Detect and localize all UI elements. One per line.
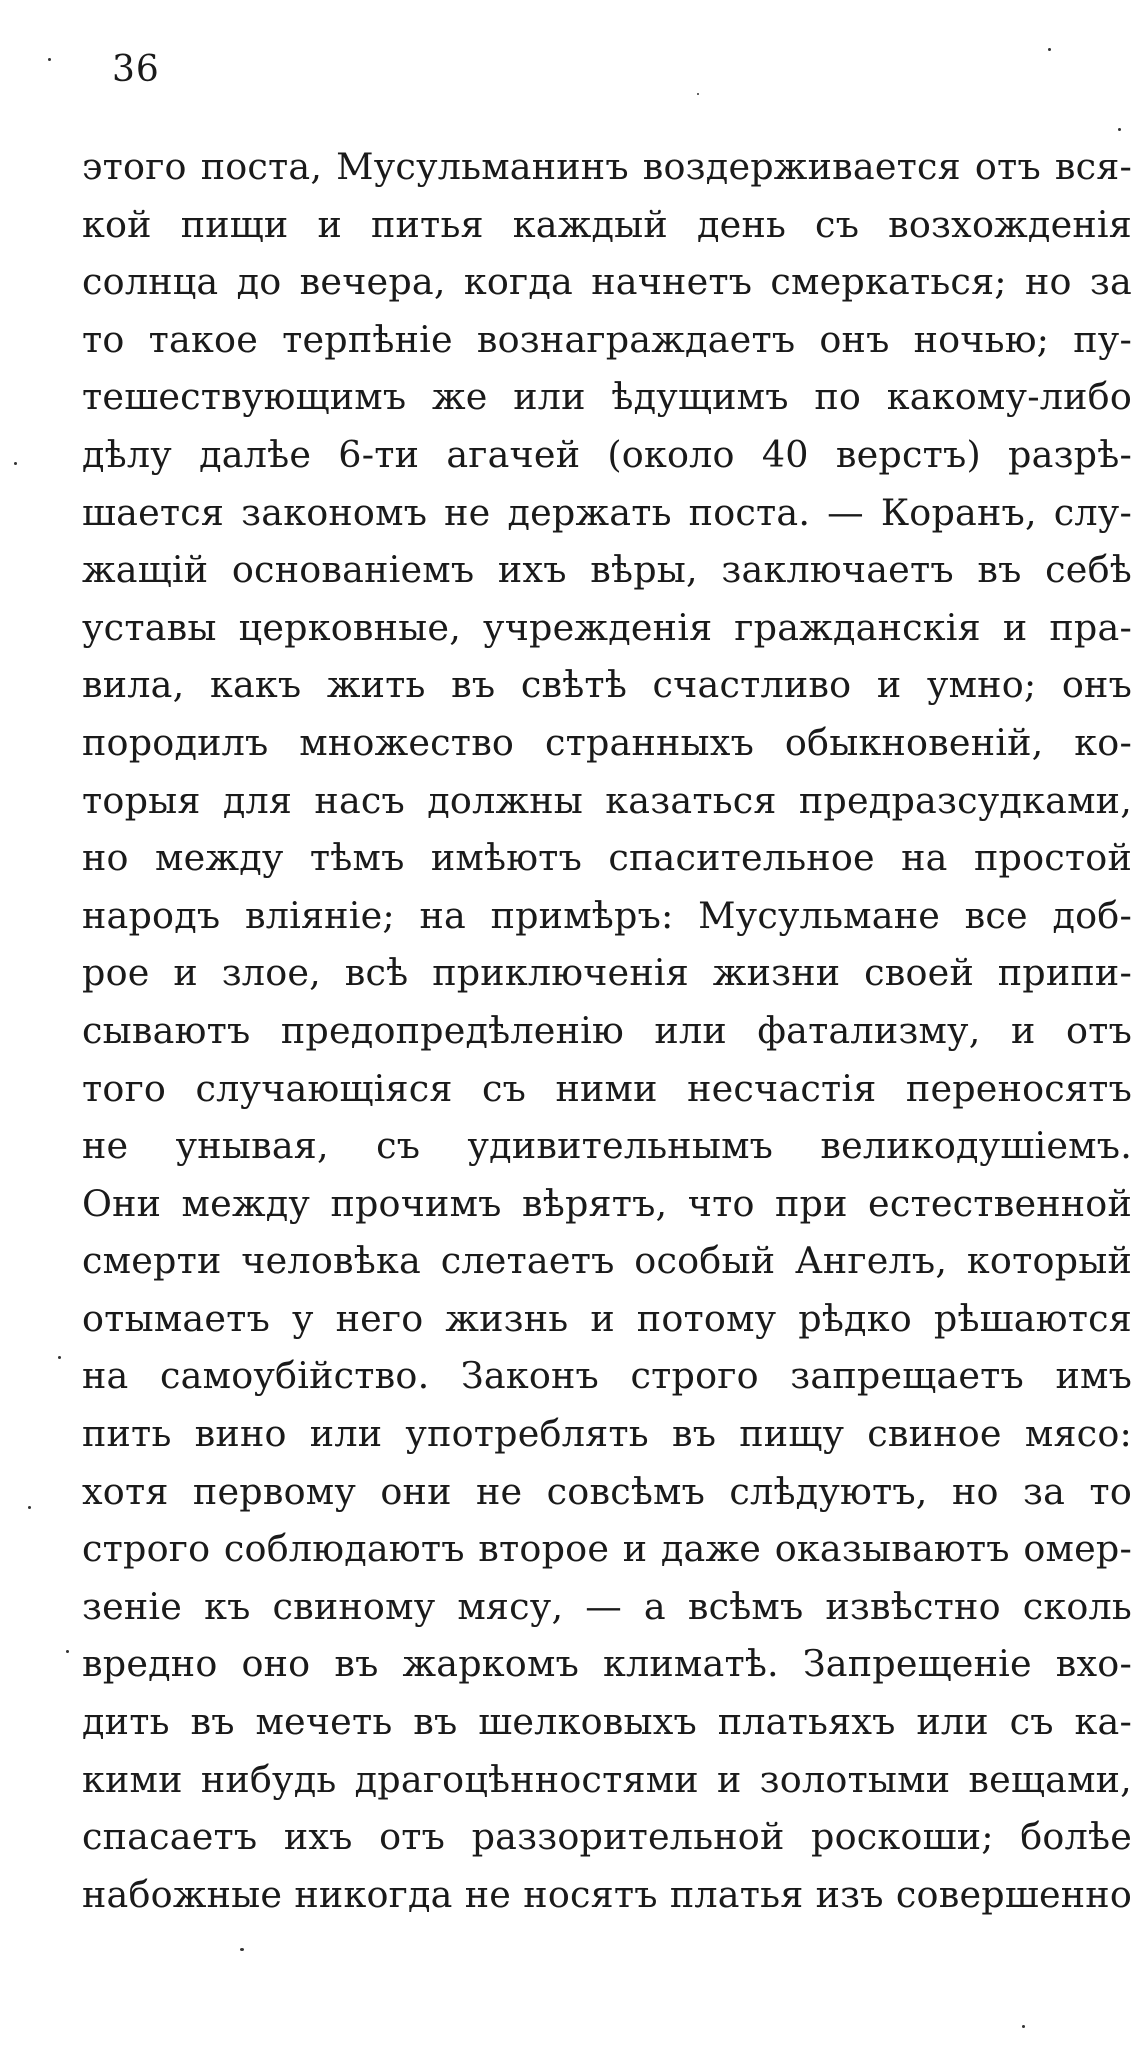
text-line: хотя первому они не совсѣмъ слѣдуютъ, но за то bbox=[82, 1469, 1132, 1513]
text-line: жащій основаніемъ ихъ вѣры, заключаетъ въ себѣ bbox=[82, 548, 1132, 592]
text-line: торыя для насъ должны казаться предразсудками, bbox=[82, 778, 1132, 822]
scan-speck bbox=[66, 1650, 69, 1653]
scan-speck bbox=[1118, 128, 1121, 131]
text-line: солнца до вечера, когда начнетъ смеркаться; но за bbox=[82, 260, 1132, 304]
text-line: спасаетъ ихъ отъ раззорительной роскоши; болѣе bbox=[82, 1815, 1132, 1859]
text-line: Они между прочимъ вѣрятъ, что при естественной bbox=[82, 1181, 1132, 1225]
text-line: шается закономъ не держать поста. — Коранъ, слу- bbox=[82, 490, 1132, 534]
body-text bbox=[82, 138, 1132, 1923]
text-line: сываютъ предопредѣленію или фатализму, и отъ bbox=[82, 1008, 1132, 1052]
text-line: вредно оно въ жаркомъ климатѣ. Запрещеніе вхо- bbox=[82, 1642, 1132, 1686]
text-line: вила, какъ жить въ свѣтѣ счастливо и умно; онъ bbox=[82, 663, 1132, 707]
text-line: отымаетъ у него жизнь и потому рѣдко рѣшаются bbox=[82, 1296, 1132, 1340]
text-line: тешествующимъ же или ѣдущимъ по какому-либо bbox=[82, 375, 1132, 419]
text-line: смерти человѣка слетаетъ особый Ангелъ, который bbox=[82, 1239, 1132, 1283]
page-number: 36 bbox=[112, 49, 160, 90]
scan-speck bbox=[28, 1506, 31, 1509]
scan-speck bbox=[1048, 48, 1051, 51]
text-line: не унывая, съ удивительнымъ великодушіемъ. bbox=[82, 1124, 1132, 1168]
text-line: народъ вліяніе; на примѣръ: Мусульмане все доб- bbox=[82, 893, 1132, 937]
scan-speck bbox=[58, 1356, 61, 1359]
text-line: кими нибудь драгоцѣнностями и золотыми вещами, bbox=[82, 1757, 1132, 1801]
text-line: кой пищи и питья каждый день съ возхожденія bbox=[82, 202, 1132, 246]
text-line: дить въ мечеть въ шелковыхъ платьяхъ или съ ка- bbox=[82, 1700, 1132, 1744]
text-line: на самоубійство. Законъ строго запрещаетъ имъ bbox=[82, 1354, 1132, 1398]
scan-speck bbox=[697, 93, 699, 95]
text-line: этого поста, Мусульманинъ воздерживается отъ вся- bbox=[82, 145, 1132, 188]
text-line: дѣлу далѣе 6-ти агачей (около 40 верстъ) разрѣ- bbox=[82, 432, 1132, 476]
text-line: набожные никогда не носятъ платья изъ совершенно bbox=[82, 1872, 1132, 1916]
scan-speck bbox=[1022, 2025, 1025, 2028]
text-line: рое и злое, всѣ приключенія жизни своей припи- bbox=[82, 951, 1132, 995]
text-line: того случающіяся съ ними несчастія переносятъ bbox=[82, 1066, 1132, 1110]
text-line: породилъ множество странныхъ обыкновеній, ко- bbox=[82, 720, 1132, 764]
text-line: пить вино или употреблять въ пищу свиное мясо: bbox=[82, 1412, 1132, 1456]
scan-speck bbox=[240, 1948, 244, 1951]
scan-speck bbox=[14, 462, 17, 465]
text-line: но между тѣмъ имѣютъ спасительное на простой bbox=[82, 836, 1132, 880]
text-line: строго соблюдаютъ второе и даже оказываютъ омер- bbox=[82, 1527, 1132, 1571]
text-line: зеніе къ свиному мясу, — а всѣмъ извѣстно сколь bbox=[82, 1584, 1132, 1628]
text-line: уставы церковные, учрежденія гражданскія и пра- bbox=[82, 605, 1132, 649]
text-line: то такое терпѣніе вознаграждаетъ онъ ночью; пу- bbox=[82, 317, 1132, 361]
scan-speck bbox=[48, 58, 51, 61]
